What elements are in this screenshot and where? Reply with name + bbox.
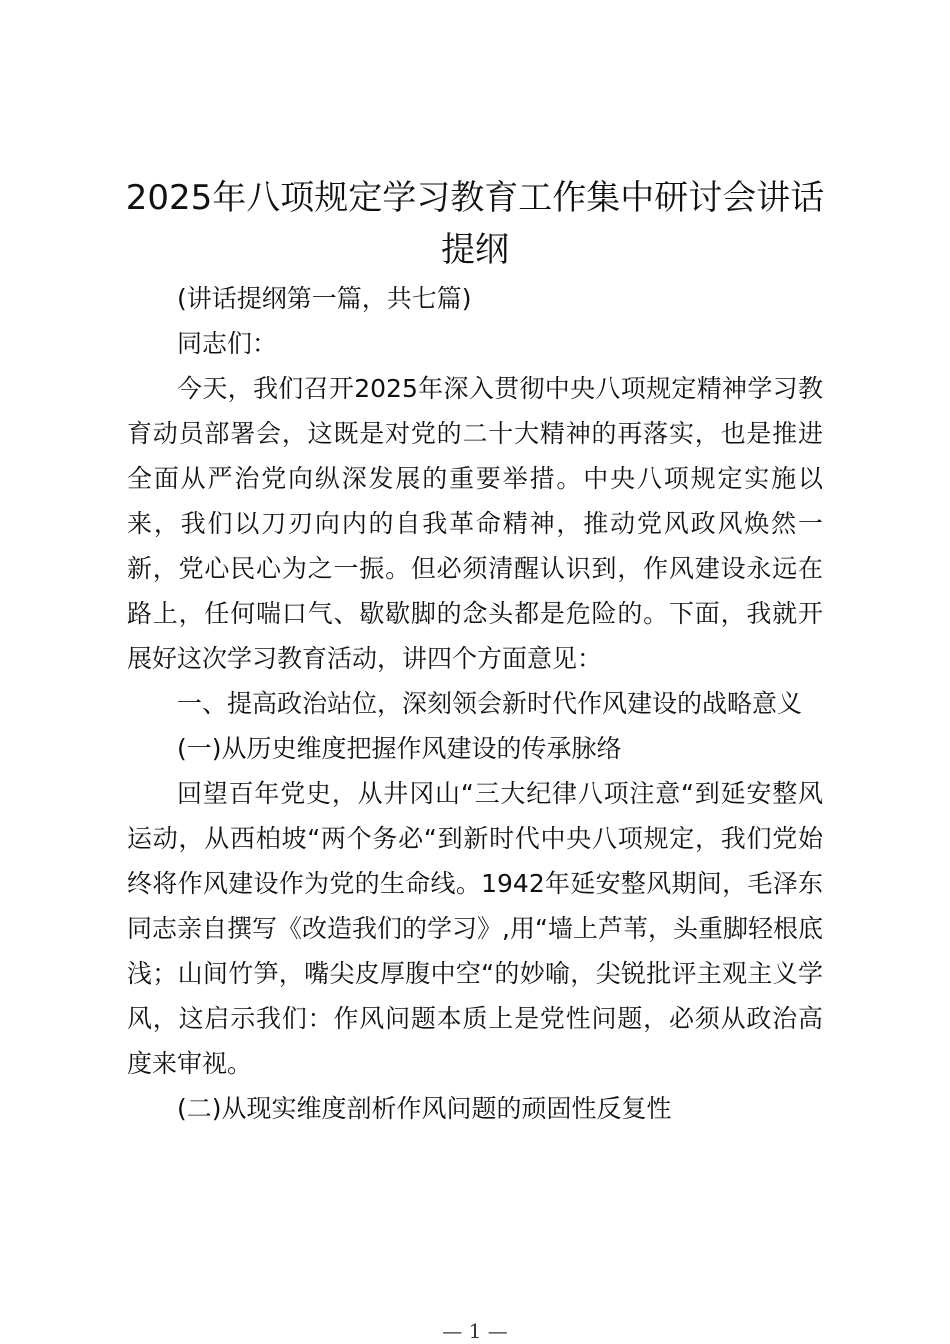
document-body bbox=[127, 276, 823, 1131]
subtitle: (讲话提纲第一篇，共七篇) bbox=[177, 284, 472, 313]
subsection-heading-2: (二)从现实维度剖析作风问题的顽固性反复性 bbox=[177, 1094, 672, 1123]
salutation: 同志们： bbox=[177, 329, 278, 358]
subsection-heading-1: (一)从历史维度把握作风建设的传承脉络 bbox=[177, 734, 622, 763]
history-paragraph: 回望百年党史，从井冈山“三大纪律八项注意“到延安整风运动，从西柏坡“两个务必“到新时代中央八项规定，我们党始终将作风建设作为党的生命线。1942年延安整风期间，毛泽东同志亲自撰写《改造我们的学习》,用“墙上芦苇，头重脚轻根底浅；山间竹笋，嘴尖皮厚腹中空“的妙喻，尖锐批评主观主义学风，这启示我们：作风问题本质上是党性问题，必须从政治高度来审视。 bbox=[127, 779, 823, 1078]
page-number: — 1 — bbox=[442, 1319, 508, 1343]
intro-paragraph: 今天，我们召开2025年深入贯彻中央八项规定精神学习教育动员部署会，这既是对党的二十大精神的再落实，也是推进全面从严治党向纵深发展的重要举措。中央八项规定实施以来，我们以刀刃向内的自我革命精神，推动党风政风焕然一新，党心民心为之一振。但必须清醒认识到，作风建设永远在路上，任何喘口气、歇歇脚的念头都是危险的。下面，我就开展好这次学习教育活动，讲四个方面意见： bbox=[127, 374, 823, 673]
document-title: 2025年八项规定学习教育工作集中研讨会讲话提纲 bbox=[125, 178, 825, 270]
section-heading-1: 一、提高政治站位，深刻领会新时代作风建设的战略意义 bbox=[177, 689, 803, 718]
